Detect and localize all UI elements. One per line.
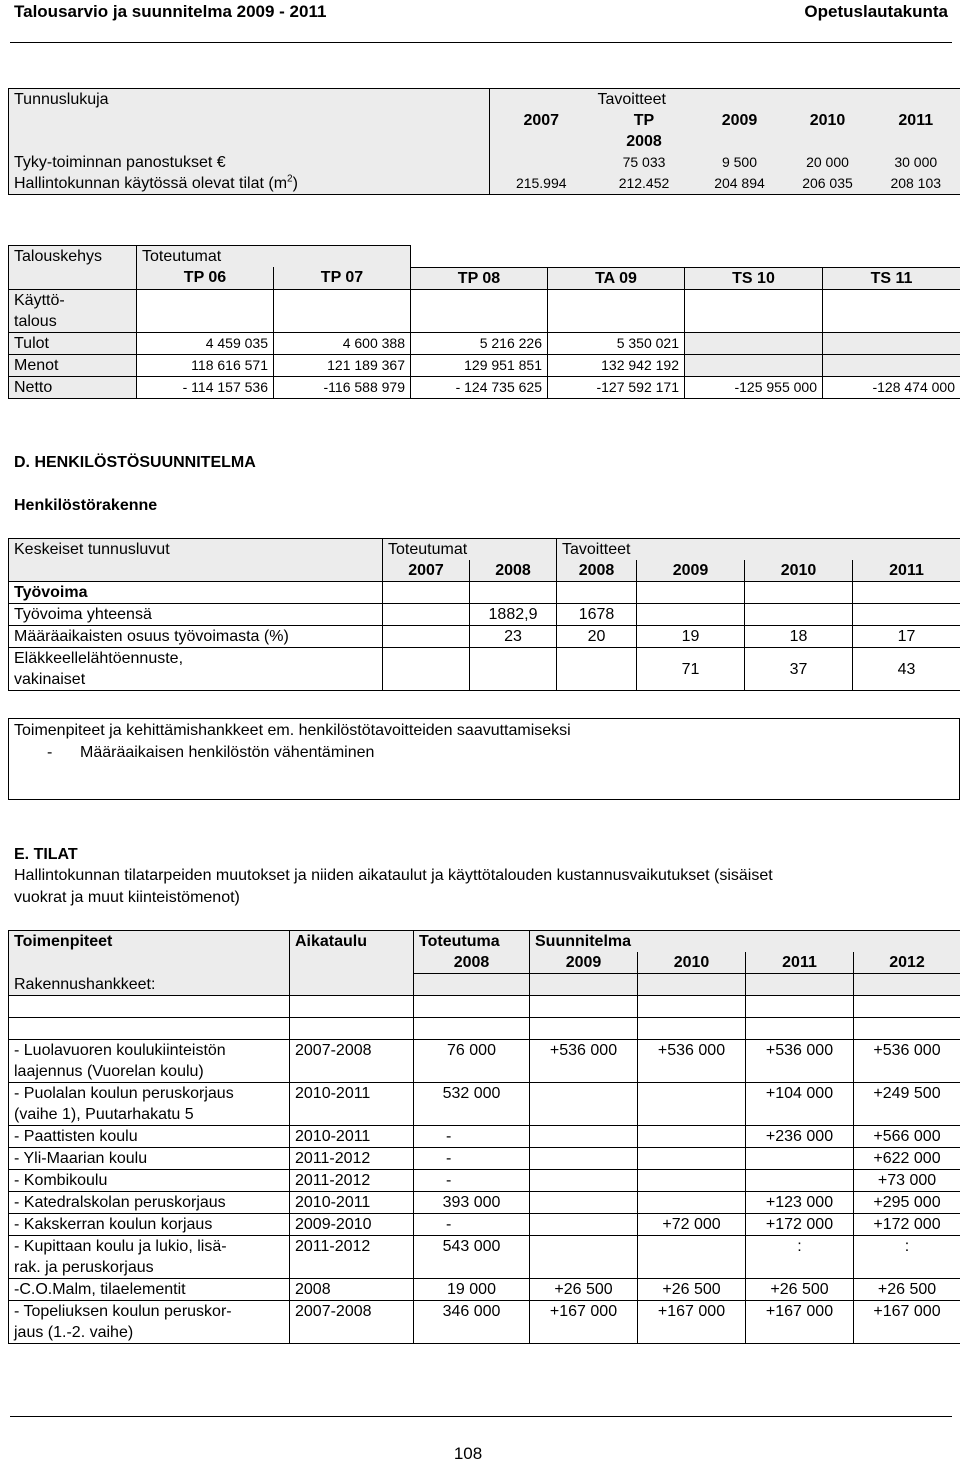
measures-box (8, 718, 960, 800)
year-2007: 2007 (490, 110, 593, 152)
facilities-table: Toimenpiteet Aikataulu Toteutuma Suunnitelma 2008 2009 2010 2011 2012 Rakennushankkeet: - Luolavuoren koulukiinteistön laajennus (Vuorelan koulu) 2007-2008 76 000 +536 000 +536 000 +536 000 +536 000 - Puolalan koulun peruskorjaus (vaihe 1), Puutarhakatu 5 2010-2011 532 000 +104 000 +249 500 - Paattisten koulu 2010-2011 - +236 000 +566 000 - Yli-Maarian koulu 2011-2012 - +622 000 - Kombikoulu 2011-2012 - +73 000 - Katedralskolan peruskorjaus 2010-2011 393 000 +123 000 +295 000 - Kakskerran koulun korjaus 2009-2010 - +72 000 +172 000 +172 000 - Kupittaan koulu ja lukio, lisä- rak. ja peruskorjaus 2011-2012 543 000 : : -C.O.Malm, tilaelementit 2008 19 000 +26 500 +26 500 +26 500 +26 500 - Topeliuksen koulun peruskor- jaus (1.-2. vaihe) 2007-2008 346 000 +167 000 +167 000 +167 000 +167 000 (8, 930, 960, 1344)
year-2011: 2011 (872, 110, 960, 152)
page-header (14, 0, 948, 24)
finance-table: Talouskehys Toteutumat TP 06 TP 07 TP 08 TA 09 TS 10 TS 11 Käyttö- talous Tulot 4 459 035 4 600 388 5 216 226 5 350 021 Menot 118 616 571 121 189 367 129 951 851 132 942 192 Netto - 114 157 536 -116 588 979 - 124 735 625 -127 592 171 -125 955 000 -128 474 000 (8, 245, 960, 399)
header-divider (10, 42, 952, 43)
facility-project: - Puolalan koulun peruskorjaus (vaihe 1), Puutarhakatu 5 (9, 1083, 290, 1126)
section-d-heading: D. HENKILÖSTÖSUUNNITELMA (14, 454, 256, 471)
facility-project: - Yli-Maarian koulu (9, 1148, 290, 1170)
measures-item-dash: - (47, 744, 53, 761)
organization-name: Opetuslautakunta (804, 2, 948, 21)
finance-group: Toteutumat (137, 246, 274, 268)
facility-project: - Katedralskolan peruskorjaus (9, 1192, 290, 1214)
finance-section-label: Käyttö- talous (9, 289, 137, 332)
indicators-table: Tunnuslukuja Tavoitteet 2007 TP 2008 2009 2010 2011 Tyky-toiminnan panostukset € 75 033 9 500 20 000 30 000 Hallintokunnan käytössä olevat tilat $(m^2)$ 215.994 212.452 204 894 206 035 208 103 (8, 88, 960, 195)
indicator-row-label: Tyky-toiminnan panostukset € (9, 152, 490, 173)
personnel-table: Keskeiset tunnusluvut Toteutumat Tavoitteet 2007 2008 2008 2009 2010 2011 Työvoima Työvoima yhteensä 1882,9 1678 Määräaikaisten osuus työvoimasta (%) 23 20 19 18 17 Eläkkeellelähtöennuste, vakinaiset 71 37 43 (8, 538, 960, 691)
section-e-intro-line1: Hallintokunnan tilatarpeiden muutokset ja niiden aikataulut ja käyttötalouden kustannusvaikutukset (sisäiset (14, 867, 773, 884)
page-number: 108 (453, 1444, 483, 1463)
measures-item: Määräaikaisen henkilöstön vähentäminen (80, 744, 375, 761)
year-tp-2008: TP 2008 (593, 110, 696, 152)
section-e-intro-line2: vuokrat ja muut kiinteistömenot) (14, 889, 240, 906)
footer-divider (10, 1416, 952, 1417)
indicator-row-label: Hallintokunnan käytössä olevat tilat $(m^2)$ (9, 173, 490, 195)
indicators-group: Tavoitteet (593, 89, 696, 111)
section-e-heading: E. TILAT (14, 846, 78, 863)
facility-project: - Paattisten koulu (9, 1126, 290, 1148)
year-2010: 2010 (784, 110, 872, 152)
facility-project: - Topeliuksen koulun peruskor- jaus (1.-2. vaihe) (9, 1301, 290, 1344)
facility-project: - Kupittaan koulu ja lukio, lisä- rak. ja peruskorjaus (9, 1236, 290, 1279)
indicators-label: Tunnuslukuja (9, 89, 490, 111)
document-title: Talousarvio ja suunnitelma 2009 - 2011 (14, 2, 327, 21)
finance-label: Talouskehys (9, 246, 137, 268)
measures-title: Toimenpiteet ja kehittämishankkeet em. henkilöstötavoitteiden saavuttamiseksi (14, 722, 571, 739)
year-2009: 2009 (696, 110, 784, 152)
facility-project: - Kakskerran koulun korjaus (9, 1214, 290, 1236)
facility-project: - Luolavuoren koulukiinteistön laajennus (Vuorelan koulu) (9, 1040, 290, 1083)
section-d-subheading: Henkilöstörakenne (14, 497, 158, 514)
facility-project: - Kombikoulu (9, 1170, 290, 1192)
facility-project: -C.O.Malm, tilaelementit (9, 1279, 290, 1301)
